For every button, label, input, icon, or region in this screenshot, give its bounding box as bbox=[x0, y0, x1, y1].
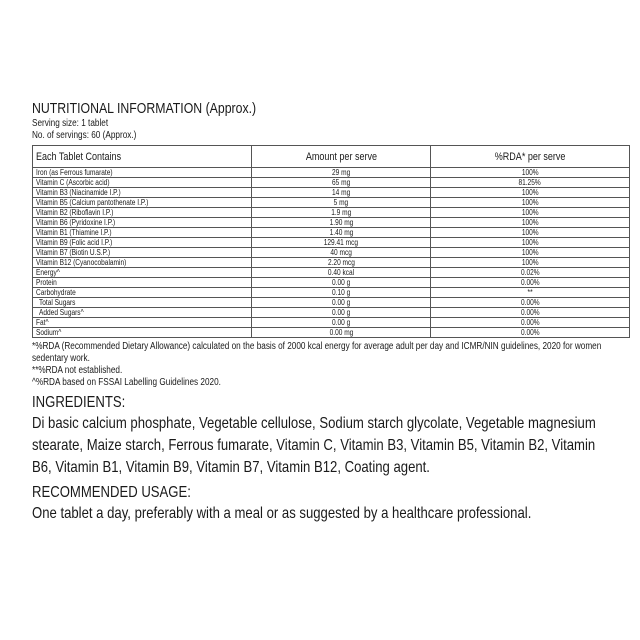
rda-cell: 0.00% bbox=[431, 318, 630, 328]
nutrient-name-cell: Vitamin B12 (Cyanocobalamin) bbox=[33, 258, 252, 268]
rda-cell: 100% bbox=[431, 248, 630, 258]
amount-cell: 0.00 g bbox=[252, 318, 431, 328]
table-row bbox=[33, 228, 630, 238]
table-row bbox=[33, 178, 630, 188]
nutrient-name-cell: Carbohydrate bbox=[33, 288, 252, 298]
amount-cell: 1.40 mg bbox=[252, 228, 431, 238]
footnote: **%RDA not established. bbox=[32, 365, 123, 376]
table-row bbox=[33, 248, 630, 258]
rda-cell: 81.25% bbox=[431, 178, 630, 188]
table-row bbox=[33, 298, 630, 308]
column-header: Each Tablet Contains bbox=[33, 146, 252, 168]
usage-text: One tablet a day, preferably with a meal or as suggested by a healthcare professional. bbox=[32, 505, 532, 522]
rda-cell: 0.00% bbox=[431, 308, 630, 318]
nutrient-name-cell: Fat^ bbox=[33, 318, 252, 328]
amount-cell: 0.00 g bbox=[252, 308, 431, 318]
rda-cell: 100% bbox=[431, 208, 630, 218]
table-row bbox=[33, 258, 630, 268]
rda-cell: 0.00% bbox=[431, 298, 630, 308]
amount-cell: 0.40 kcal bbox=[252, 268, 431, 278]
table-row bbox=[33, 328, 630, 338]
nutrient-name-cell: Sodium^ bbox=[33, 328, 252, 338]
table-row bbox=[33, 188, 630, 198]
rda-cell: 0.02% bbox=[431, 268, 630, 278]
nutrition-table bbox=[32, 145, 630, 338]
nutrient-name-cell: Protein bbox=[33, 278, 252, 288]
amount-cell: 0.00 g bbox=[252, 278, 431, 288]
amount-cell: 65 mg bbox=[252, 178, 431, 188]
amount-cell: 29 mg bbox=[252, 168, 431, 178]
footnote: ^%RDA based on FSSAI Labelling Guidelines 2020. bbox=[32, 377, 221, 388]
nutrient-name-cell: Vitamin B1 (Thiamine I.P.) bbox=[33, 228, 252, 238]
nutrient-name-cell: Energy^ bbox=[33, 268, 252, 278]
rda-cell: 100% bbox=[431, 188, 630, 198]
rda-cell: 0.00% bbox=[431, 278, 630, 288]
page-title: NUTRITIONAL INFORMATION (Approx.) bbox=[32, 100, 257, 117]
table-row bbox=[33, 288, 630, 298]
rda-cell: ** bbox=[431, 288, 630, 298]
nutrient-name-cell: Vitamin B7 (Biotin U.S.P.) bbox=[33, 248, 252, 258]
table-row bbox=[33, 208, 630, 218]
amount-cell: 129.41 mcg bbox=[252, 238, 431, 248]
nutrient-name-cell: Vitamin C (Ascorbic acid) bbox=[33, 178, 252, 188]
label-panel bbox=[32, 100, 608, 525]
table-row bbox=[33, 168, 630, 178]
table-row bbox=[33, 318, 630, 328]
nutrient-name-cell: Vitamin B3 (Niacinamide I.P.) bbox=[33, 188, 252, 198]
amount-cell: 40 mcg bbox=[252, 248, 431, 258]
table-row bbox=[33, 308, 630, 318]
rda-cell: 100% bbox=[431, 168, 630, 178]
table-row bbox=[33, 238, 630, 248]
serving-size: Serving size: 1 tablet bbox=[32, 118, 109, 129]
nutrient-name-cell: Vitamin B2 (Riboflavin I.P.) bbox=[33, 208, 252, 218]
amount-cell: 5 mg bbox=[252, 198, 431, 208]
amount-cell: 14 mg bbox=[252, 188, 431, 198]
amount-cell: 2.20 mcg bbox=[252, 258, 431, 268]
rda-cell: 100% bbox=[431, 218, 630, 228]
amount-cell: 0.00 g bbox=[252, 298, 431, 308]
ingredients-heading: INGREDIENTS: bbox=[32, 394, 126, 411]
amount-cell: 0.10 g bbox=[252, 288, 431, 298]
nutrition-table-body bbox=[33, 168, 630, 338]
nutrient-name-cell: Total Sugars bbox=[33, 298, 252, 308]
usage-heading: RECOMMENDED USAGE: bbox=[32, 484, 191, 501]
rda-cell: 100% bbox=[431, 238, 630, 248]
nutrient-name-cell: Vitamin B5 (Calcium pantothenate I.P.) bbox=[33, 198, 252, 208]
table-header-row bbox=[33, 146, 630, 168]
rda-cell: 100% bbox=[431, 258, 630, 268]
rda-cell: 100% bbox=[431, 198, 630, 208]
ingredients-text: Di basic calcium phosphate, Vegetable cellulose, Sodium starch glycolate, Vegetable magnesium stearate, Maize starch, Ferrous fumarate, Vitamin C, Vitamin B3, Vitamin B5, Vitamin B2, Vitamin B6, Vitamin B1, Vitamin B9, Vitamin B7, Vitamin B12, Coating agent. bbox=[32, 415, 596, 476]
amount-cell: 1.9 mg bbox=[252, 208, 431, 218]
rda-cell: 100% bbox=[431, 228, 630, 238]
amount-cell: 1.90 mg bbox=[252, 218, 431, 228]
table-row bbox=[33, 278, 630, 288]
table-row bbox=[33, 268, 630, 278]
nutrient-name-cell: Vitamin B6 (Pyridoxine I.P.) bbox=[33, 218, 252, 228]
nutrient-name-cell: Vitamin B9 (Folic acid I.P.) bbox=[33, 238, 252, 248]
footnotes bbox=[32, 341, 608, 389]
column-header: %RDA* per serve bbox=[431, 146, 630, 168]
amount-cell: 0.00 mg bbox=[252, 328, 431, 338]
footnote: *%RDA (Recommended Dietary Allowance) calculated on the basis of 2000 kcal energy for average adult per day and ICMR/NIN guidelines, 2020 for women sedentary work. bbox=[32, 341, 602, 364]
nutrient-name-cell: Iron (as Ferrous fumarate) bbox=[33, 168, 252, 178]
table-row bbox=[33, 198, 630, 208]
table-row bbox=[33, 218, 630, 228]
nutrient-name-cell: Added Sugars^ bbox=[33, 308, 252, 318]
servings-count: No. of servings: 60 (Approx.) bbox=[32, 130, 137, 141]
rda-cell: 0.00% bbox=[431, 328, 630, 338]
column-header: Amount per serve bbox=[252, 146, 431, 168]
